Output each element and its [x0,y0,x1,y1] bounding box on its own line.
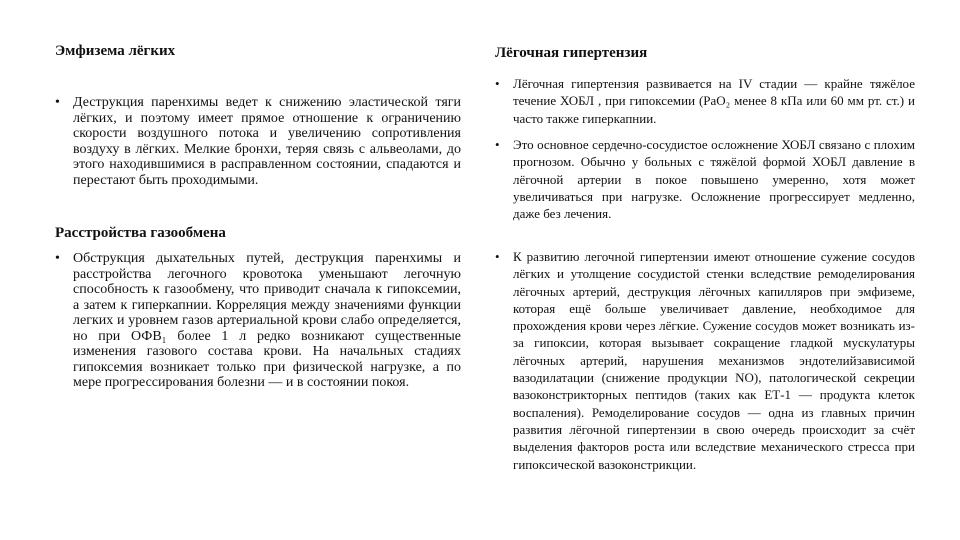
hypertension-bullet-stage: • Лёгочная гипертензия развивается на IV стадии — крайне тяжёлое течение ХОБЛ , при гипоксемии (PaO₂ менее 8 кПа или 60 мм рт. ст.) и часто также гиперкапнии. [495,75,915,127]
pulmonary-hypertension-heading: Лёгочная гипертензия [495,45,648,61]
hypertension-bullet-mechanism: • К развитию легочной гипертензии имеют отношение сужение сосудов лёгких и утолщение сосудистой стенки вследствие ремоделирования лёгочных артерий, деструкция лёгочных капилляров при эмфиземе, которая ещё больше увеличивает давление, необходимое для прохождения крови через лёгкие. Сужение сосудов может возникать из-за гипоксии, которая вызывает сокращение гладкой мускулатуры лёгочных артерий, нарушения механизмов эндотелийзависимой вазодилатации (снижение продукции NO), патологической секреции вазоконстрикторных пептидов (таких как ЕТ-1 — продукта клеток воспаления). Ремоделирование сосудов — одна из главных причин развития лёгочной гипертензии в свою очередь происходит за счёт выделения факторов роста или вследствие механического стресса при гипоксической вазоконстрикции. [495,248,915,473]
emphysema-heading: Эмфизема лёгких [55,43,176,59]
gas-exchange-bullet: • Обструкция дыхательных путей, деструкция паренхимы и расстройства легочного кровотока уменьшают легочную способность к газообмену, что приводит сначала к гипоксемии, а затем к гиперкапнии. Корреляция между значениями функции легких и уровнем газов артериальной крови слабо определяется, но при ОФВ₁ более 1 л редко возникают существенные изменения газового состава крови. На начальных стадиях гипоксемия возникает только при физической нагрузке, а по мере прогрессирования болезни — и в состоянии покоя. [55,251,461,391]
hypertension-bullet-complication: • Это основное сердечно-сосудистое осложнение ХОБЛ связано с плохим прогнозом. Обычно у больных с тяжёлой формой ХОБЛ давление в лёгочной артерии в покое повышено умеренно, хотя может увеличиваться при нагрузке. Осложнение прогрессирует медленно, даже без лечения. [495,136,915,222]
emphysema-bullet: • Деструкция паренхимы ведет к снижению эластической тяги лёгких, и поэтому имеет прямое отношение к ограничению скорости воздушного потока и увеличению сопротивления воздуху в лёгких. Мелкие бронхи, теряя связь с альвеолами, до этого находившимися в расправленном состоянии, спадаются и перестают быть проходимыми. [55,95,461,188]
gas-exchange-heading: Расстройства газообмена [55,225,226,241]
